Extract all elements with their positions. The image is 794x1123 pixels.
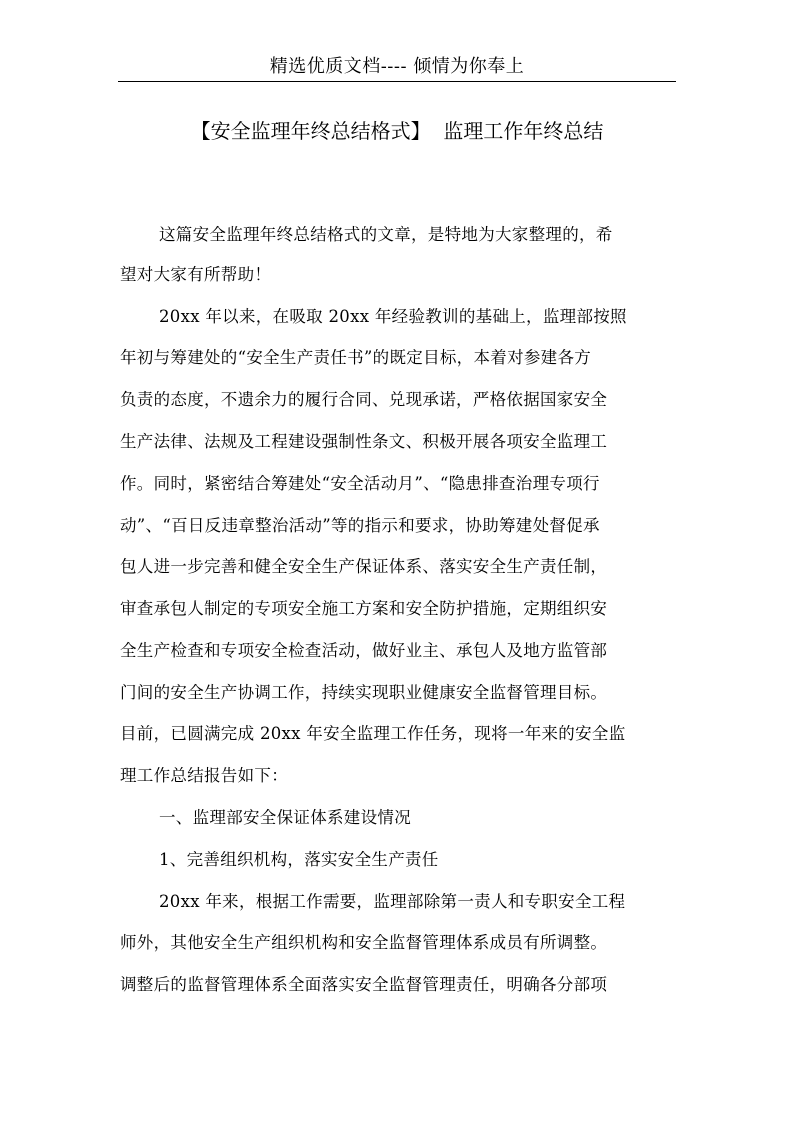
- header-divider: [118, 81, 676, 82]
- body-line: 20xx 年来，根据工作需要，监理部除第一责人和专职安全工程: [159, 892, 626, 911]
- page-header: 精选优质文档---- 倾情为你奉上: [269, 56, 525, 77]
- body-line: 年初与筹建处的“安全生产责任书”的既定目标，本着对参建各方: [120, 348, 592, 367]
- document-title: 【安全监理年终总结格式】 监理工作年终总结: [190, 119, 604, 143]
- body-line: 这篇安全监理年终总结格式的文章，是特地为大家整理的，希: [159, 225, 613, 244]
- body-line: 作。同时，紧密结合筹建处“安全活动月”、“隐患排查治理专项行: [120, 474, 600, 493]
- body-line: 调整后的监督管理体系全面落实安全监督管理责任，明确各分部项: [120, 975, 608, 994]
- body-line: 理工作总结报告如下：: [120, 766, 288, 785]
- body-line: 审查承包人制定的专项安全施工方案和安全防护措施，定期组织安: [120, 599, 608, 618]
- body-line: 负责的态度，不遗余力的履行合同、兑现承诺，严格依据国家安全: [120, 390, 608, 409]
- body-line: 包人进一步完善和健全安全生产保证体系、落实安全生产责任制，: [120, 557, 608, 576]
- body-line: 师外，其他安全生产组织机构和安全监督管理体系成员有所调整。: [120, 933, 608, 952]
- body-line: 动”、“百日反违章整治活动”等的指示和要求，协助筹建处督促承: [120, 516, 600, 535]
- body-line: 目前，已圆满完成 20xx 年安全监理工作任务，现将一年来的安全监: [120, 724, 626, 743]
- body-line: 望对大家有所帮助！: [120, 265, 272, 284]
- subsection-heading: 1、完善组织机构，落实安全生产责任: [159, 850, 439, 869]
- section-heading: 一、监理部安全保证体系建设情况: [159, 808, 411, 827]
- body-line: 全生产检查和专项安全检查活动，做好业主、承包人及地方监管部: [120, 641, 608, 660]
- body-line: 门间的安全生产协调工作，持续实现职业健康安全监督管理目标。: [120, 683, 608, 702]
- body-line: 生产法律、法规及工程建设强制性条文、积极开展各项安全监理工: [120, 432, 608, 451]
- body-line: 20xx 年以来，在吸取 20xx 年经验教训的基础上，监理部按照: [159, 307, 627, 326]
